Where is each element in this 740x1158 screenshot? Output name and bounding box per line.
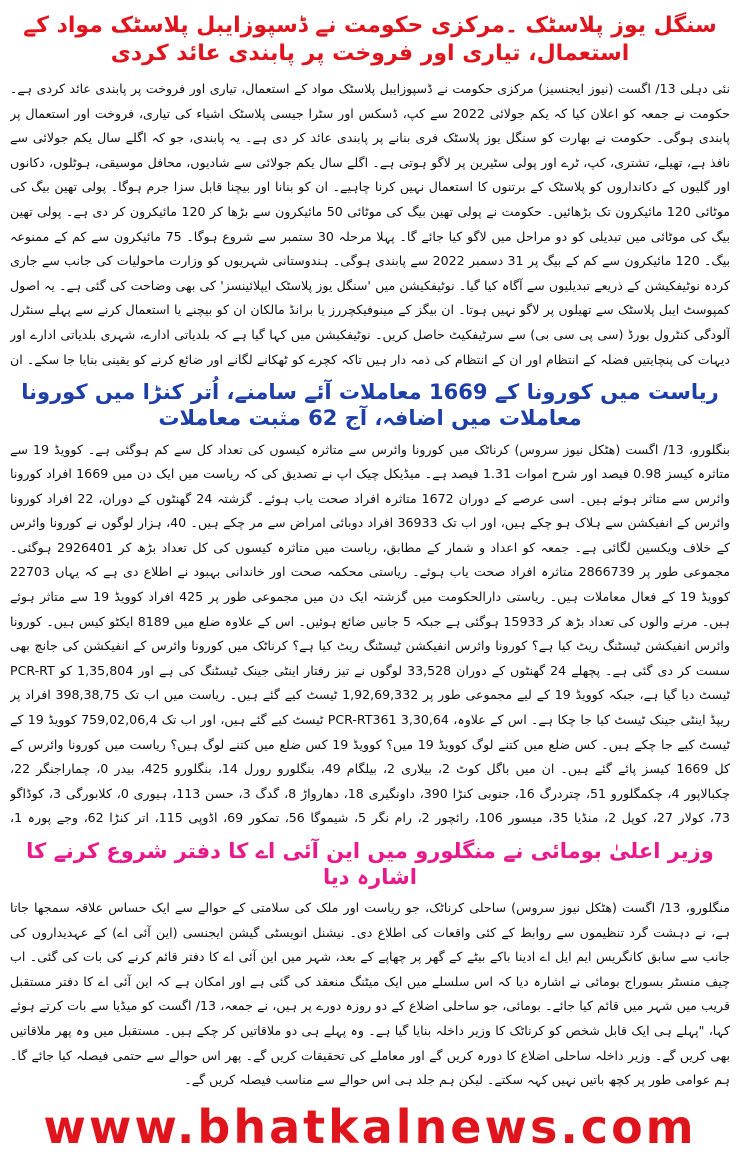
article-nia-office-body: منگلورو، 13/ اگست (ھٹکل نیوز سروس) ساحلی کرناٹک، جو ریاست اور ملک کی سلامتی کے حوالے سے ایک حساس علاقہ سمجھا جاتا ہے، نے دہشت گرد تنظیموں سے روابط کے کئی واقعات کی اطلاع دی۔ نیشنل انویسٹی گیشن ایجنسی (این آئی اے) کے عہدیداروں کی جانب سے سابق کانگریس ایم ایل اے ادینا باکے بیٹے کے گھر پر چھاپے کے بعد، شہر میں این آئی اے کا دفتر قائم کرنے کی بات کی گئی۔ اب چیف منسٹر بسوراج بومائی نے اشارہ دیا کہ اس سلسلے میں ایک میٹنگ منعقد کی گئی ہے اور امکان ہے کہ این آئی اے کا دفتر مستقبل قریب میں شہر میں قائم کیا جائے۔ بومائی، جو ساحلی اضلاع کے دو روزہ دورے پر ہیں، نے جمعہ، 13/ اگست کو میڈیا سے بات کرتے ہوئے کہا، "پہلے ہی ایک قابل شخص کو کرناٹک کا وزیر داخلہ بنایا گیا ہے۔ وہ پہلے ہی دو ملاقاتیں کر چکے ہیں۔ مستقبل میں وہ پھر ملاقاتیں بھی کریں گے۔ وزیر داخلہ ساحلی اضلاع کا دورہ کریں گے اور معاملے کی تحقیقات کریں گے۔ پھر اس حوالے سے حتمی فیصلہ کیا جائے گا۔ ہم عوامی طور پر کچھ باتیں نہیں کہہ سکتے۔ لیکن ہم جلد ہی اس حوالے سے مناسب فیصلہ کریں گے۔ <box>10 900 730 1088</box>
article-plastic-ban-body: نئی دہلی 13/ اگست (نیوز ایجنسیز) مرکزی حکومت نے ڈسپوزایبل پلاسٹک مواد کے استعمال، تیاری اور فروخت پر پابندی عائد کردی ہے۔ حکومت نے جمعہ کو اعلان کیا کہ یکم جولائی 2022 سے کپ، ڈسکس اور سٹرا جیسی پلاسٹک اشیاء کی تیاری، فروخت اور استعمال پر پابندی ہوگی۔ حکومت نے بھارت کو سنگل یوز پلاسٹک فری بنانے پر پابندی عائد کر دی ہے۔ یہ پابندی، جو کہ اگلے سال یکم جولائی سے نافذ ہے، تھیلے، تشتری، کپ، ٹرے اور پولی سٹیرین پر لاگو ہوتی ہے۔ اگلے سال یکم جولائی سے شادیوں، محافل موسیقی، ہوٹلوں، دکانوں اور گلیوں کے دکانداروں کو پلاسٹک کے برتنوں کا استعمال نہیں کرنا چاہیے۔ ان کو بنانا اور بیچنا قابل سزا جرم ہوگا۔ پولی تھین بیگ کی موٹائی 120 مائیکرون تک بڑھائیں۔ حکومت نے پولی تھین بیگ کی موٹائی 50 مائیکرون سے بڑھا کر 120 مائیکرون کر دی ہے۔ پولی تھین بیگ کی موٹائی میں تبدیلی کو دو مراحل میں لاگو کیا جائے گا۔ پہلا مرحلہ 30 ستمبر سے شروع ہوگا۔ 75 مائیکرون سے کم کے ممنوعہ بیگ۔ 120 مائیکرون سے کم کے بیگ پر 31 دسمبر 2022 سے پابندی ہوگی۔ ہندوستانی شہریوں کو وزارت ماحولیات کی جانب سے جاری کردہ نوٹیفکیشن کے ذریعے تبدیلیوں سے آگاہ کیا گیا۔ نوٹیفکیشن میں 'سنگل یوز پلاسٹک ایپلائینسز' کی بھی وضاحت کی گئی ہے۔ یہ اصول کمپوسٹ ایبل پلاسٹک سے تھیلوں پر لاگو نہیں ہوتا۔ ان بیگز کے مینوفیکچررز یا برانڈ مالکان ان کو بیچنے یا استعمال کرنے سے پہلے سنٹرل آلودگی کنٹرول بورڈ (سی پی سی بی) سے سرٹیفکیٹ حاصل کریں۔ نوٹیفکیشن میں کہا گیا ہے کہ بلدیاتی ادارے، شہری بلدیاتی ادارے اور دیہات کی پنچایتیں فضلہ کے انتظام اور ان کے انتظام کی ذمہ دار ہیں تاکہ کچرے کو ٹھکانے لگانے اور ضائع کرنے کو یقینی بنایا جا سکے۔ ان <box>10 81 730 367</box>
headline-nia-office: وزیر اعلیٰ بومائی نے منگلورو میں این آئی اے کا دفتر شروع کرنے کا اشارہ دیا <box>26 838 714 889</box>
site-url-link[interactable]: www.bhatkalnews.com <box>43 1100 697 1154</box>
headline-plastic-ban: سنگل یوز پلاسٹک ۔مرکزی حکومت نے ڈسپوزایبل پلاسٹک مواد کے استعمال، تیاری اور فروخت پر پابندی عائد کردی <box>23 13 717 66</box>
article-corona-cases-body: بنگلورو، 13/ اگست (ھٹکل نیوز سروس) کرناٹک میں کورونا وائرس سے متاثرہ کیسوں کی تعداد کل سے کم ہوگئی ہے۔ کوویڈ 19 سے متاثرہ کیسز 0.98 فیصد اور شرح اموات 1.31 فیصد ہے۔ میڈیکل چیک اپ نے تصدیق کی کہ ریاست میں ایک دن میں 1669 افراد کورونا وائرس سے متاثر ہوئے ہیں۔ اسی عرصے کے دوران 1672 متاثرہ افراد صحت یاب ہوئے۔ گزشتہ 24 گھنٹوں کے دوران، 22 افراد کورونا وائرس کے انفیکشن سے ہلاک ہو چکے ہیں، اور اب تک 36933 افراد دوبائی امراض سے مر چکے ہیں۔ 40، ہزار لوگوں نے کورونا وائرس کے خلاف ویکسین لگائی ہے۔ جمعہ کو اعداد و شمار کے مطابق، ریاست میں متاثرہ کیسوں کی کل تعداد بڑھ کر 2926401 ہوگئی۔ مجموعی طور پر 2866739 متاثرہ افراد صحت یاب ہوئے۔ ریاستی محکمہ صحت اور خاندانی بہبود نے اطلاع دی ہے کہ یہاں 22703 کوویڈ 19 کے فعال معاملات ہیں۔ ریاستی دارالحکومت میں گزشتہ ایک دن میں مجموعی طور پر 425 افراد کوویڈ 19 سے متاثر ہوئے ہیں۔ مرنے والوں کی تعداد بڑھ کر 15933 ہوگئی ہے جبکہ 5 جانیں ضائع ہوئیں۔ اس کے علاوہ ضلع میں 8189 ایکٹو کیس ہیں۔ کورونا وائرس انفیکشن ٹیسٹنگ ریٹ کیا ہے؟ کورونا وائرس انفیکشن ٹیسٹنگ ریٹ کیا ہے؟ کرناٹک میں کورونا وائرس کے انفیکشن کی جانچ بھی سست کر دی گئی ہے۔ پچھلے 24 گھنٹوں کے دوران 33,528 لوگوں نے تیز رفتار اینٹی جینک ٹیسٹنگ کی ہے اور 1,35,804 کو PCR-RT ٹیسٹ دیا گیا ہے، جبکہ کوویڈ 19 کے لیے مجموعی طور پر 1,92,69,332 ٹیسٹ کیے گئے ہیں۔ ریاست میں اب تک 398,38,75 افراد پر ریپڈ اینٹی جینک ٹیسٹ کیا جا چکا ہے۔ اس کے علاوہ، 3,30,64 PCR-RT361 ٹیسٹ کیے گئے ہیں، اور اب تک 759,02,06,4 کوویڈ 19 کے ٹیسٹ کیے جا چکے ہیں۔ کس ضلع میں کتنے لوگ کوویڈ 19 میں؟ کوویڈ 19 کس ضلع میں کتنے لوگ ہیں؟ ریاست میں کورونا وائرس کے کل 1669 کیسز پائے گئے ہیں۔ ان میں باگل کوٹ 2، بیلاری 2، بیلگام 49، بنگلورو رورل 14، بنگلورو 425، بیدر 0، چماراجنگر 22، چکبالاپور 4، چکمگلورو 51، چتردرگ 16، جنوبی کنڑا 390، داونگیری 18، دھارواڑ 8، گدگ 3، حسن 113، ہیوری 0، کلابورگی 3، کوڈاگو 73، کولار 27، کوپل 2، منڈیا 35، میسور 106، رائچور 2، رام نگر 5، شیموگا 56، تمکور 69، اڈوپی 115، اتر کنڑا 62، وجے پورہ 1، <box>10 441 730 826</box>
headline-corona-cases: ریاست میں کورونا کے 1669 معاملات آئے سامنے، اُتر کنڑا میں کورونا معاملات میں اضافہ، آج 62 مثبت معاملات <box>21 380 719 431</box>
footer-banner <box>0 1096 740 1158</box>
